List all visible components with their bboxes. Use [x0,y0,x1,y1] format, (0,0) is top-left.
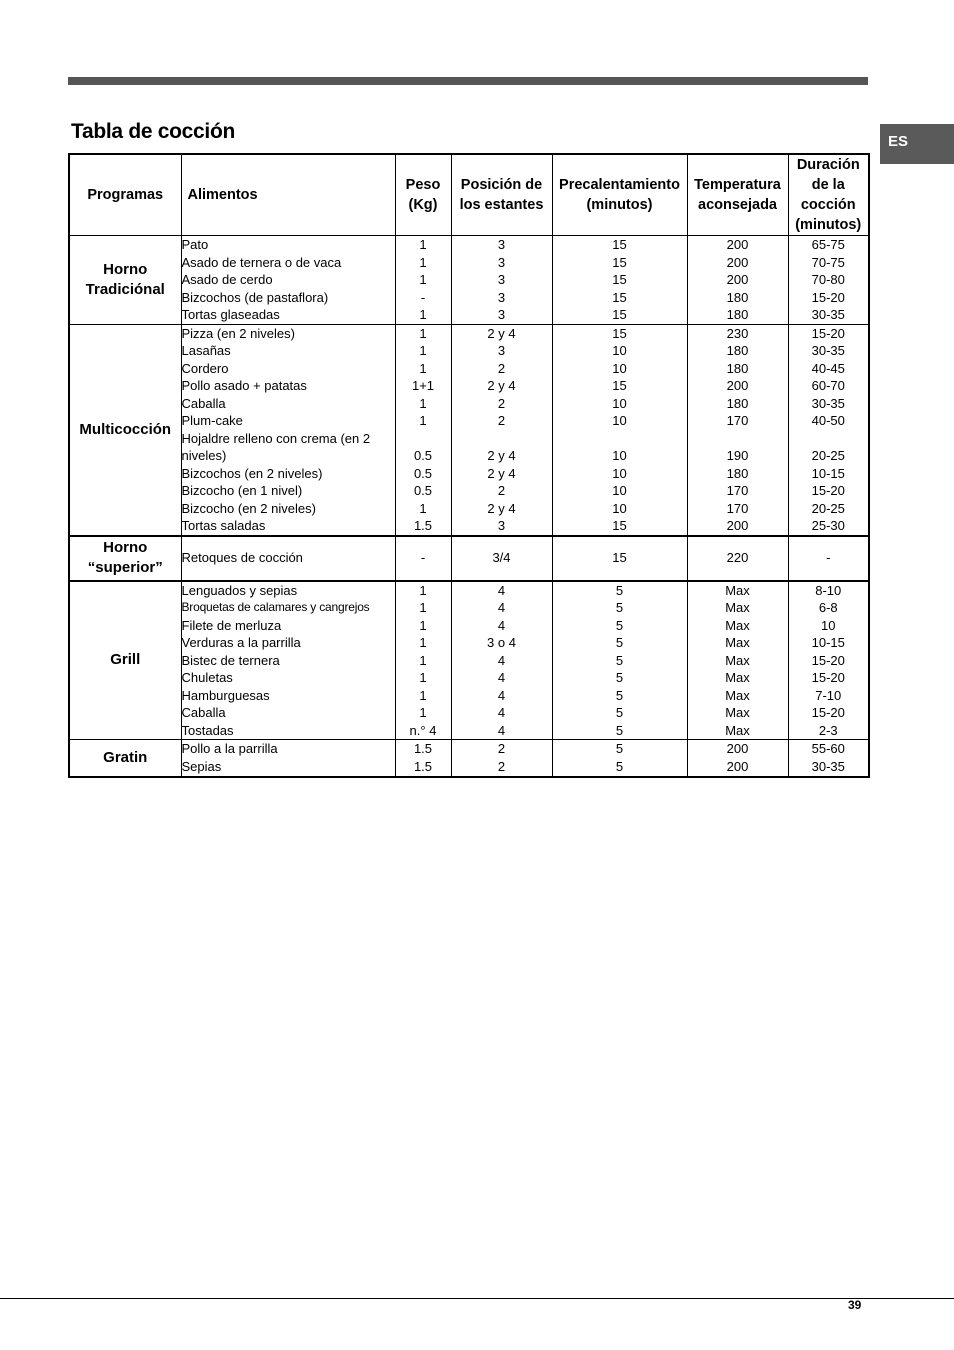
cell-line [553,430,687,448]
program-name: Gratin [103,748,148,766]
cell-line: 2 y 4 [487,465,516,481]
cell-line: 2 y 4 [487,500,516,516]
cell-line: 1 [419,360,427,376]
peso-cell [395,324,451,536]
cell-line: 3 o 4 [487,635,516,650]
program-name-cell [69,536,181,581]
cell-line: 200 [726,518,749,533]
cell-line: 10 [612,360,627,376]
posicion-cell [451,740,552,777]
page-number: 39 [848,1298,862,1312]
cell-line: 10 [612,500,627,516]
cell-line: 1 [419,500,427,516]
precalentamiento-cell [552,536,687,581]
cell-line: 60-70 [811,378,845,393]
cell-line: 1.5 [413,741,433,756]
table-header-row [69,154,869,236]
cell-line: Filete de merluza [181,617,282,633]
food-cell [181,581,395,740]
cell-line: 10 [612,395,627,411]
cell-line: 15 [612,272,627,287]
cell-line: 200 [726,758,749,774]
cell-line: 180 [726,343,749,358]
cell-line: 1 [419,307,427,322]
cell-line: Verduras a la parrilla [181,635,301,650]
cell-line: 15-20 [811,325,845,341]
cell-line: Max [725,687,750,703]
cell-line: 40-45 [811,360,845,376]
program-name: Horno [103,539,148,556]
header-temperatura: Temperatura aconsejada [687,154,788,236]
cell-line: 200 [726,254,749,270]
cell-line: 1 [419,652,427,668]
header-alimentos: Alimentos [181,154,395,236]
cell-line: 4 [497,617,506,633]
cell-line: 2 [497,360,506,376]
cell-line: 8-10 [815,582,842,598]
temperatura-cell [687,536,788,581]
cell-line: Asado de cerdo [181,272,273,287]
program-group-row [69,581,869,740]
cell-line: Tortas glaseadas [181,307,280,322]
cell-line: 15-20 [811,670,845,685]
cell-line: 5 [615,722,624,738]
cell-line: 20-25 [811,448,845,463]
cell-line: 10 [821,617,836,633]
cell-line: 10 [612,448,627,463]
duracion-cell [788,236,869,325]
program-group-row [69,536,869,581]
cell-line: Caballa [181,705,226,720]
cell-line: 15-20 [811,483,845,498]
cell-line: Broquetas de calamares y cangrejos [181,600,370,614]
cell-line: 15-20 [811,705,845,720]
cell-line: Max [725,652,750,668]
cell-line: Caballa [181,395,226,411]
cell-line: 1 [419,670,427,685]
temperatura-cell [687,324,788,536]
cell-line: 180 [726,360,749,376]
cell-line: Pato [181,237,209,252]
cell-line: 2 [497,413,506,428]
program-name-cell [69,740,181,777]
cell-line: Pollo a la parrilla [181,741,278,756]
cell-line: 10 [612,343,627,358]
cell-line: 200 [726,378,749,393]
cell-line: - [826,550,831,566]
cell-line [688,430,788,448]
cell-line: Hamburguesas [181,687,270,703]
top-rule [68,77,868,85]
cell-line: 1 [419,705,427,720]
cell-line: niveles) [181,448,227,463]
cell-line: 15 [612,237,627,252]
cell-line: 30-35 [811,395,845,411]
cell-line: 70-75 [811,254,845,270]
program-name: Tradiciónal [85,280,165,298]
cell-line: 10 [612,413,627,428]
cell-line: 4 [497,705,506,720]
cell-line: 4 [497,687,506,703]
cell-line: 2 [497,395,506,411]
cell-line: 3 [497,518,506,533]
cell-line: 1.5 [413,758,433,774]
cell-line: Lasañas [181,343,231,358]
cell-line: 3 [497,272,506,287]
precalentamiento-cell [552,236,687,325]
cell-line: 3 [497,307,506,322]
cell-line: 0.5 [413,483,433,498]
peso-cell [395,236,451,325]
cell-line: Max [725,670,750,685]
cell-line: 1 [419,343,427,358]
cell-line: Lenguados y sepias [181,582,298,598]
language-tab: ES [880,124,954,164]
cell-line: 30-35 [811,307,845,322]
cell-line: 30-35 [811,758,845,774]
cell-line: Retoques de cocción [181,550,303,566]
cell-line: 15 [612,307,627,322]
cell-line: 15-20 [811,652,845,668]
cell-line: 180 [726,289,749,305]
precalentamiento-cell [552,740,687,777]
cell-line: 2 [497,741,506,756]
cell-line: Bizcocho (en 1 nivel) [181,483,303,498]
cell-line: Bizcocho (en 2 niveles) [181,500,316,516]
cell-line: Max [725,582,750,598]
cell-line: 5 [615,617,624,633]
cell-line: 180 [726,307,749,322]
posicion-cell [451,581,552,740]
cell-line: 10-15 [811,635,845,650]
cell-line: 3 [497,254,506,270]
header-duracion: Duración de la cocción (minutos) [788,154,869,236]
cell-line: Plum-cake [181,413,243,428]
cell-line: 15 [612,325,627,341]
cooking-table [68,153,870,778]
cell-line: 1 [419,635,427,650]
cell-line: Pollo asado + patatas [181,378,307,393]
cell-line: Bistec de ternera [181,652,280,668]
posicion-cell [451,324,552,536]
table-body [69,236,869,777]
cell-line: 1 [419,413,427,428]
duracion-cell [788,740,869,777]
precalentamiento-cell [552,581,687,740]
cell-line: 4 [497,670,506,685]
cell-line: 170 [726,413,749,428]
cell-line: 230 [726,325,749,341]
program-group-row [69,324,869,536]
peso-cell [395,740,451,777]
cell-line: 3 [497,289,506,305]
cell-line: 10 [612,483,627,498]
cell-line: Max [725,635,750,650]
cell-line: 70-80 [811,272,845,287]
cell-line: 200 [726,741,749,756]
posicion-cell [451,236,552,325]
cell-line: 0.5 [413,465,433,481]
cell-line: 5 [615,705,624,720]
cell-line: 2 [497,483,506,498]
cell-line: 7-10 [815,687,842,703]
program-group-row [69,236,869,325]
cell-line: 30-35 [811,343,845,358]
cell-line: 25-30 [811,518,845,533]
cell-line: 170 [726,500,749,516]
header-programas: Programas [69,154,181,236]
cell-line: Max [725,722,750,738]
cell-line: 190 [726,448,749,463]
cell-line: Pizza (en 2 niveles) [181,325,295,341]
cell-line: 15 [612,378,627,393]
cell-line: 65-75 [811,237,845,252]
cell-line: 1 [419,617,427,633]
cell-line: 10-15 [811,465,845,481]
cell-line: 3 [497,237,506,252]
cell-line: n.° 4 [409,722,437,738]
cell-line: 6-8 [818,600,838,615]
page-title: Tabla de cocción [71,120,236,143]
cell-line: 200 [726,272,749,287]
cell-line: 2 y 4 [487,378,516,393]
cell-line: - [420,289,426,305]
program-name-cell [69,236,181,325]
cell-line: 180 [726,395,749,411]
cell-line: 1 [419,237,427,252]
cell-line: Max [725,600,750,615]
cell-line [789,430,869,448]
cell-line: Tostadas [181,722,234,738]
cell-line: 4 [497,652,506,668]
cell-line: 1.5 [413,518,433,533]
cell-line: 15 [612,518,627,533]
header-posicion: Posición de los estantes [451,154,552,236]
peso-cell [395,581,451,740]
cell-line: 40-50 [811,413,845,428]
temperatura-cell [687,236,788,325]
program-name: Grill [110,651,141,669]
cell-line: 4 [497,600,506,615]
cell-line: 5 [615,741,624,756]
cell-line: 1 [419,600,427,615]
cell-line: 5 [615,670,624,685]
cell-line: 3/4 [492,550,511,566]
cell-line: 0.5 [413,448,433,463]
cell-line: 1 [419,254,427,270]
program-name: “superior” [87,559,163,576]
food-cell [181,236,395,325]
cell-line: 4 [497,582,506,598]
cell-line: Chuletas [181,670,233,685]
program-group-row [69,740,869,777]
cell-line: 1 [419,582,427,598]
cell-line: 3 [497,343,506,358]
header-peso: Peso (Kg) [395,154,451,236]
cell-line: 220 [726,550,749,566]
program-name-cell [69,581,181,740]
cell-line: 55-60 [811,741,845,756]
food-cell [181,740,395,777]
cell-line: 15-20 [811,289,845,305]
cell-line: Sepias [181,758,222,774]
cell-line: Cordero [181,360,229,376]
cell-line: Asado de ternera o de vaca [181,254,342,270]
cell-line: 200 [726,237,749,252]
cell-line: Max [725,705,750,720]
cell-line [452,430,552,448]
cell-line: Bizcochos (en 2 niveles) [181,465,323,481]
cell-line: 5 [615,582,624,598]
cell-line: 1+1 [411,378,435,393]
cell-line: Bizcochos (de pastaflora) [181,289,329,305]
cell-line: 1 [419,687,427,703]
duracion-cell [788,536,869,581]
cell-line: 5 [615,652,624,668]
program-name: Multicocción [79,420,172,438]
food-cell [181,536,395,581]
cell-line: 2 y 4 [487,448,516,463]
temperatura-cell [687,740,788,777]
cell-line: 15 [612,254,627,270]
cell-line: 15 [612,550,627,566]
duracion-cell [788,324,869,536]
cell-line: 10 [612,465,627,481]
cell-line: 15 [612,289,627,305]
posicion-cell [451,536,552,581]
cell-line: 5 [615,635,624,650]
precalentamiento-cell [552,324,687,536]
cell-line: 5 [615,758,624,774]
cell-line: 1 [419,395,427,411]
cell-line: 20-25 [811,500,845,516]
cell-line: Max [725,617,750,633]
cell-line: 4 [497,722,506,738]
cell-line: 5 [615,687,624,703]
cell-line: 1 [419,272,427,287]
program-name-cell [69,324,181,536]
food-cell [181,324,395,536]
peso-cell [395,536,451,581]
cell-line: Hojaldre relleno con crema (en 2 [181,430,371,446]
header-precalentamiento: Precalentamiento (minutos) [552,154,687,236]
temperatura-cell [687,581,788,740]
cell-line: - [420,550,426,566]
cell-line: Tortas saladas [181,518,266,533]
cell-line [396,430,451,448]
cell-line: 5 [615,600,624,615]
footer-rule [0,1298,954,1299]
cell-line: 170 [726,483,749,498]
program-name: Horno [103,260,148,278]
cell-line: 2 [497,758,506,774]
cell-line: 180 [726,465,749,481]
cell-line: 2-3 [818,722,838,738]
cell-line: 2 y 4 [487,325,516,341]
duracion-cell [788,581,869,740]
cell-line: 1 [419,325,427,341]
